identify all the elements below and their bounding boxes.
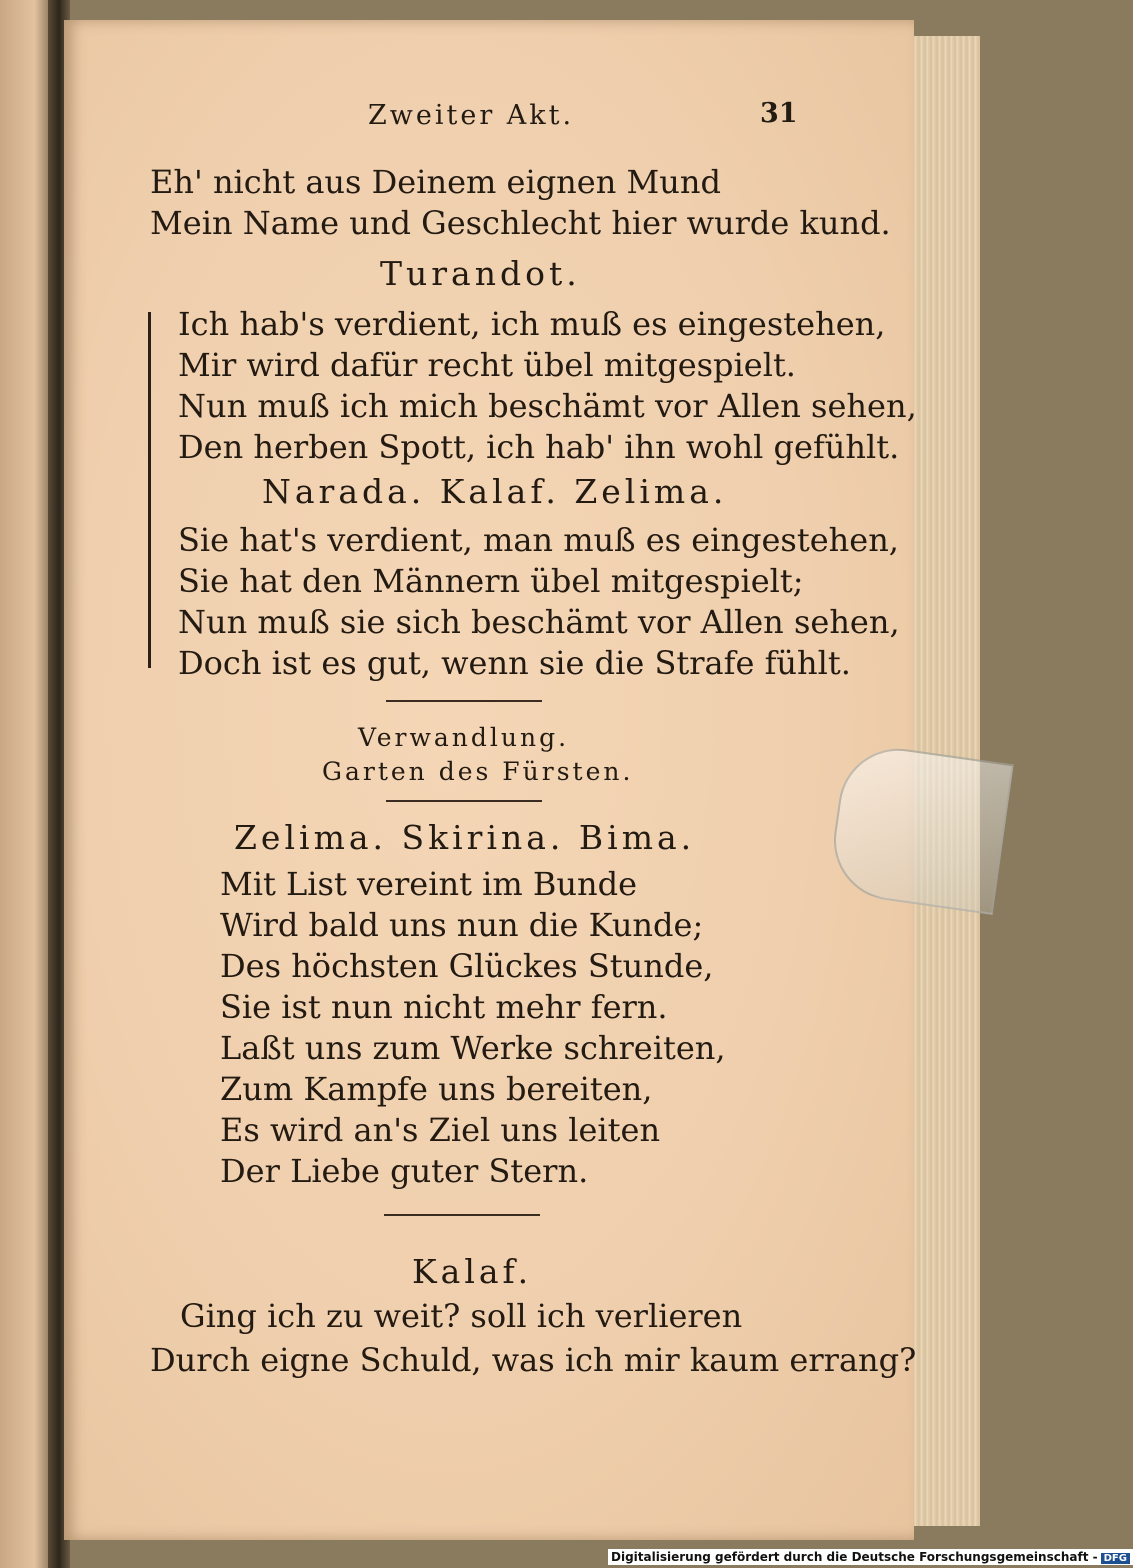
speaker-kalaf: Kalaf.	[412, 1252, 533, 1291]
verse-line: Laßt uns zum Werke schreiten,	[220, 1029, 726, 1067]
speaker-trio: Zelima. Skirina. Bima.	[234, 818, 696, 857]
verse-line: Der Liebe guter Stern.	[220, 1152, 589, 1190]
verse-line: Mein Name und Geschlecht hier wurde kund.	[150, 204, 891, 242]
digitization-credit	[608, 1549, 1133, 1565]
credit-text: Digitalisierung gefördert durch die Deutsche Forschungsgemeinschaft -	[611, 1550, 1098, 1564]
verse-line: Es wird an's Ziel uns leiten	[220, 1111, 661, 1149]
speaker-chorus: Narada. Kalaf. Zelima.	[262, 472, 728, 511]
verse-line: Sie ist nun nicht mehr fern.	[220, 988, 668, 1026]
running-title: Zweiter Akt.	[368, 100, 575, 131]
verse-line: Mit List vereint im Bunde	[220, 865, 637, 903]
divider	[386, 700, 542, 702]
verse-line: Des höchsten Glückes Stunde,	[220, 947, 714, 985]
verse-line: Durch eigne Schuld, was ich mir kaum errang?	[150, 1341, 917, 1379]
bracket	[148, 312, 161, 668]
verse-line: Nun muß sie sich beschämt vor Allen sehen,	[178, 603, 900, 641]
verse-line: Sie hat's verdient, man muß es eingestehen,	[178, 521, 899, 559]
verse-line: Den herben Spott, ich hab' ihn wohl gefühlt.	[178, 428, 900, 466]
page-number: 31	[760, 98, 798, 129]
divider	[384, 1214, 540, 1216]
verse-line: Sie hat den Männern übel mitgespielt;	[178, 562, 804, 600]
dfg-logo: DFG	[1101, 1553, 1130, 1564]
divider	[386, 800, 542, 802]
verse-line: Mir wird dafür recht übel mitgespielt.	[178, 346, 796, 384]
verse-line: Eh' nicht aus Deinem eignen Mund	[150, 163, 721, 201]
stage-direction: Verwandlung.	[358, 723, 570, 752]
verse-line: Zum Kampfe uns bereiten,	[220, 1070, 653, 1108]
verse-line: Doch ist es gut, wenn sie die Strafe fühlt.	[178, 644, 851, 682]
verse-line: Ging ich zu weit? soll ich verlieren	[180, 1297, 743, 1335]
stage-direction: Garten des Fürsten.	[322, 757, 634, 786]
verse-line: Nun muß ich mich beschämt vor Allen sehen,	[178, 387, 917, 425]
speaker-turandot: Turandot.	[380, 254, 581, 293]
verse-line: Wird bald uns nun die Kunde;	[220, 906, 704, 944]
verse-line: Ich hab's verdient, ich muß es eingestehen,	[178, 305, 886, 343]
